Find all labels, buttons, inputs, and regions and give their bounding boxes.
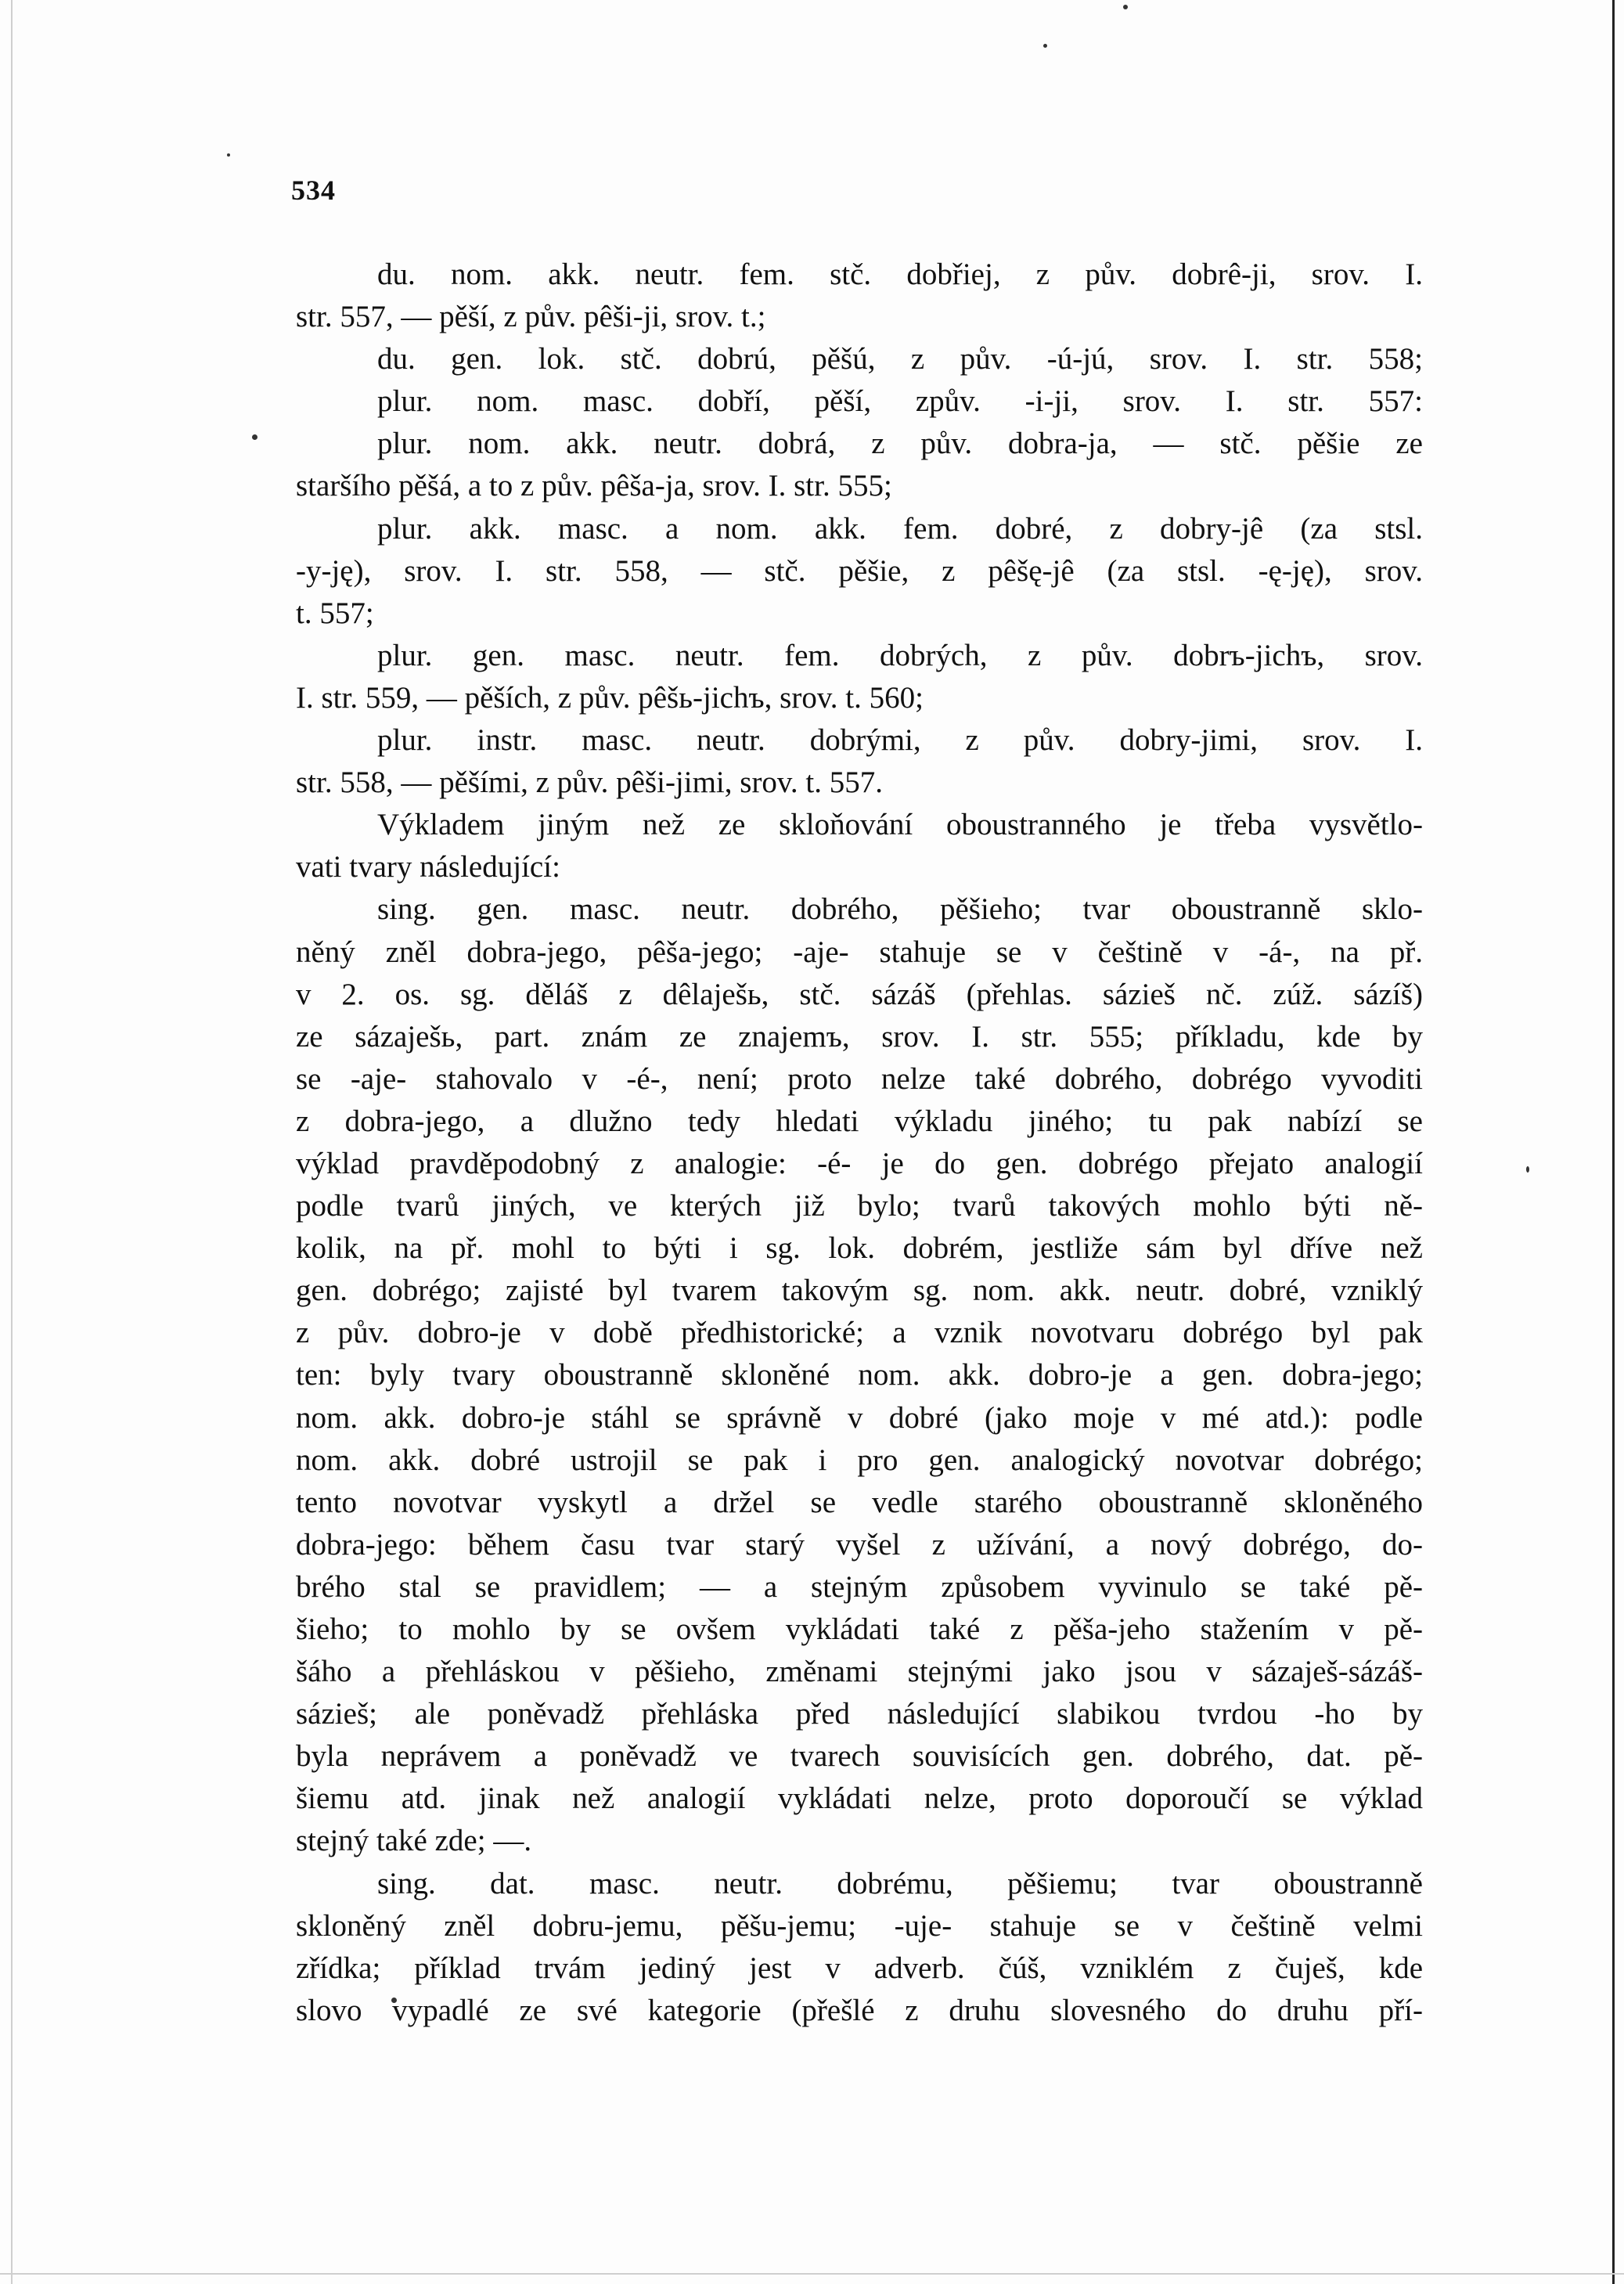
text-line: brého stal se pravidlem; — a stejným způsobem vyvinulo se také pě-	[296, 1569, 1423, 1604]
text-line: šiemu atd. jinak než analogií vykládati nelze, proto doporoučí se výklad	[296, 1781, 1423, 1816]
text-line: plur. nom. akk. neutr. dobrá, z pův. dobra-ja, — stč. pěšie ze	[377, 427, 1423, 461]
text-line: staršího pěšá, a to z pův. pêša-ja, srov. I. str. 555;	[296, 469, 892, 503]
text-line: t. 557;	[296, 596, 374, 630]
text-line: z pův. dobro-je v době předhistorické; a vznik novotvaru dobrégo byl pak	[296, 1316, 1423, 1350]
text-line: du. nom. akk. neutr. fem. stč. dobřiej, z pův. dobrê-ji, srov. I.	[377, 258, 1423, 291]
scan-speck	[1043, 44, 1047, 48]
text-line: plur. gen. masc. neutr. fem. dobrých, z pův. dobrъ-jichъ, srov.	[377, 638, 1423, 672]
text-line: šieho; to mohlo by se ovšem vykládati také z pěša-jeho stažením v pě-	[296, 1612, 1423, 1646]
text-line: I. str. 559, — pěších, z pův. pêšь-jichъ, srov. t. 560;	[296, 680, 924, 715]
text-line: plur. akk. masc. a nom. akk. fem. dobré, z dobry-jê (za stsl.	[377, 511, 1423, 546]
text-line: výklad pravděpodobný z analogie: -é- je do gen. dobrégo přejato analogií	[296, 1146, 1423, 1180]
text-line: sing. dat. masc. neutr. dobrému, pěšiemu; tvar oboustranně	[377, 1866, 1423, 1900]
text-line: str. 558, — pěšími, z pův. pêši-jimi, srov. t. 557.	[296, 766, 883, 800]
text-line: stejný také zde; —.	[296, 1824, 532, 1858]
text-line: str. 557, — pěší, z pův. pêši-ji, srov. t.;	[296, 300, 766, 334]
text-line: se -aje- stahovalo v -é-, není; proto nelze také dobrého, dobrégo vyvoditi	[296, 1061, 1423, 1096]
text-line: nom. akk. dobro-je stáhl se správně v dobré (jako moje v mé atd.): podle	[296, 1400, 1423, 1435]
text-line: gen. dobrégo; zajisté byl tvarem takovým sg. nom. akk. neutr. dobré, vzniklý	[296, 1273, 1423, 1308]
text-line: vati tvary následující:	[296, 850, 560, 884]
text-line: ten: byly tvary oboustranně skloněné nom. akk. dobro-je a gen. dobra-jego;	[296, 1358, 1423, 1392]
page-number: 534	[291, 175, 336, 206]
text-line: skloněný zněl dobru-jemu, pěšu-jemu; -uje- stahuje se v češtině velmi	[296, 1908, 1423, 1943]
text-line: sing. gen. masc. neutr. dobrého, pěšieho; tvar oboustranně sklo-	[377, 892, 1423, 927]
body-text	[296, 254, 1423, 2032]
scan-speck	[252, 434, 257, 440]
text-line: šáho a přehláskou v pěšieho, změnami stejnými jako jsou v sázaješ-sázáš-	[296, 1655, 1423, 1689]
text-line: tento novotvar vyskytl a držel se vedle starého oboustranně skloněného	[296, 1485, 1423, 1519]
scan-speck	[1123, 5, 1128, 9]
text-line: podle tvarů jiných, ve kterých již bylo; tvarů takových mohlo býti ně-	[296, 1189, 1423, 1223]
text-line: dobra-jego: během času tvar starý vyšel z užívání, a nový dobrégo, do-	[296, 1527, 1423, 1562]
scan-bottom-edge	[0, 2273, 1624, 2275]
text-line: du. gen. lok. stč. dobrú, pěšú, z pův. -ú-jú, srov. I. str. 558;	[377, 342, 1423, 376]
text-line: nom. akk. dobré ustrojil se pak i pro gen. analogický novotvar dobrégo;	[296, 1443, 1423, 1477]
scan-left-edge	[11, 0, 13, 2284]
text-line: zřídka; příklad trvám jediný jest v adverb. čúš, vzniklém z čuješ, kde	[296, 1951, 1423, 1985]
text-line: Výkladem jiným než ze skloňování oboustranného je třeba vysvětlo-	[377, 808, 1423, 842]
text-line: v 2. os. sg. děláš z dêlaješь, stč. sázáš (přehlas. sázieš nč. zúž. sázíš)	[296, 977, 1423, 1011]
scan-right-edge	[1612, 0, 1615, 2284]
text-line: -y-ję), srov. I. str. 558, — stč. pěšie, z pêšę-jê (za stsl. -ę-ję), srov.	[296, 553, 1423, 588]
text-line: sázieš; ale poněvadž přehláska před následující slabikou tvrdou -ho by	[296, 1697, 1423, 1731]
text-line: plur. nom. masc. dobří, pěší, způv. -i-ji, srov. I. str. 557:	[377, 384, 1423, 419]
text-line: ze sázaješь, part. znám ze znajemъ, srov. I. str. 555; příkladu, kde by	[296, 1019, 1423, 1054]
text-line: byla neprávem a poněvadž ve tvarech souvisících gen. dobrého, dat. pě-	[296, 1739, 1423, 1774]
text-line: kolik, na př. mohl to býti i sg. lok. dobrém, jestliže sám byl dříve než	[296, 1231, 1423, 1266]
scan-speck	[227, 153, 230, 157]
text-line: z dobra-jego, a dlužno tedy hledati výkladu jiného; tu pak nabízí se	[296, 1104, 1423, 1138]
text-line: plur. instr. masc. neutr. dobrými, z pův. dobry-jimi, srov. I.	[377, 723, 1423, 758]
text-line: slovo vypadlé ze své kategorie (přešlé z druhu slovesného do druhu pří-	[296, 1993, 1423, 2027]
text-line: něný zněl dobra-jego, pêša-jego; -aje- stahuje se v češtině v -á-, na př.	[296, 935, 1423, 969]
scan-speck	[1526, 1166, 1529, 1173]
